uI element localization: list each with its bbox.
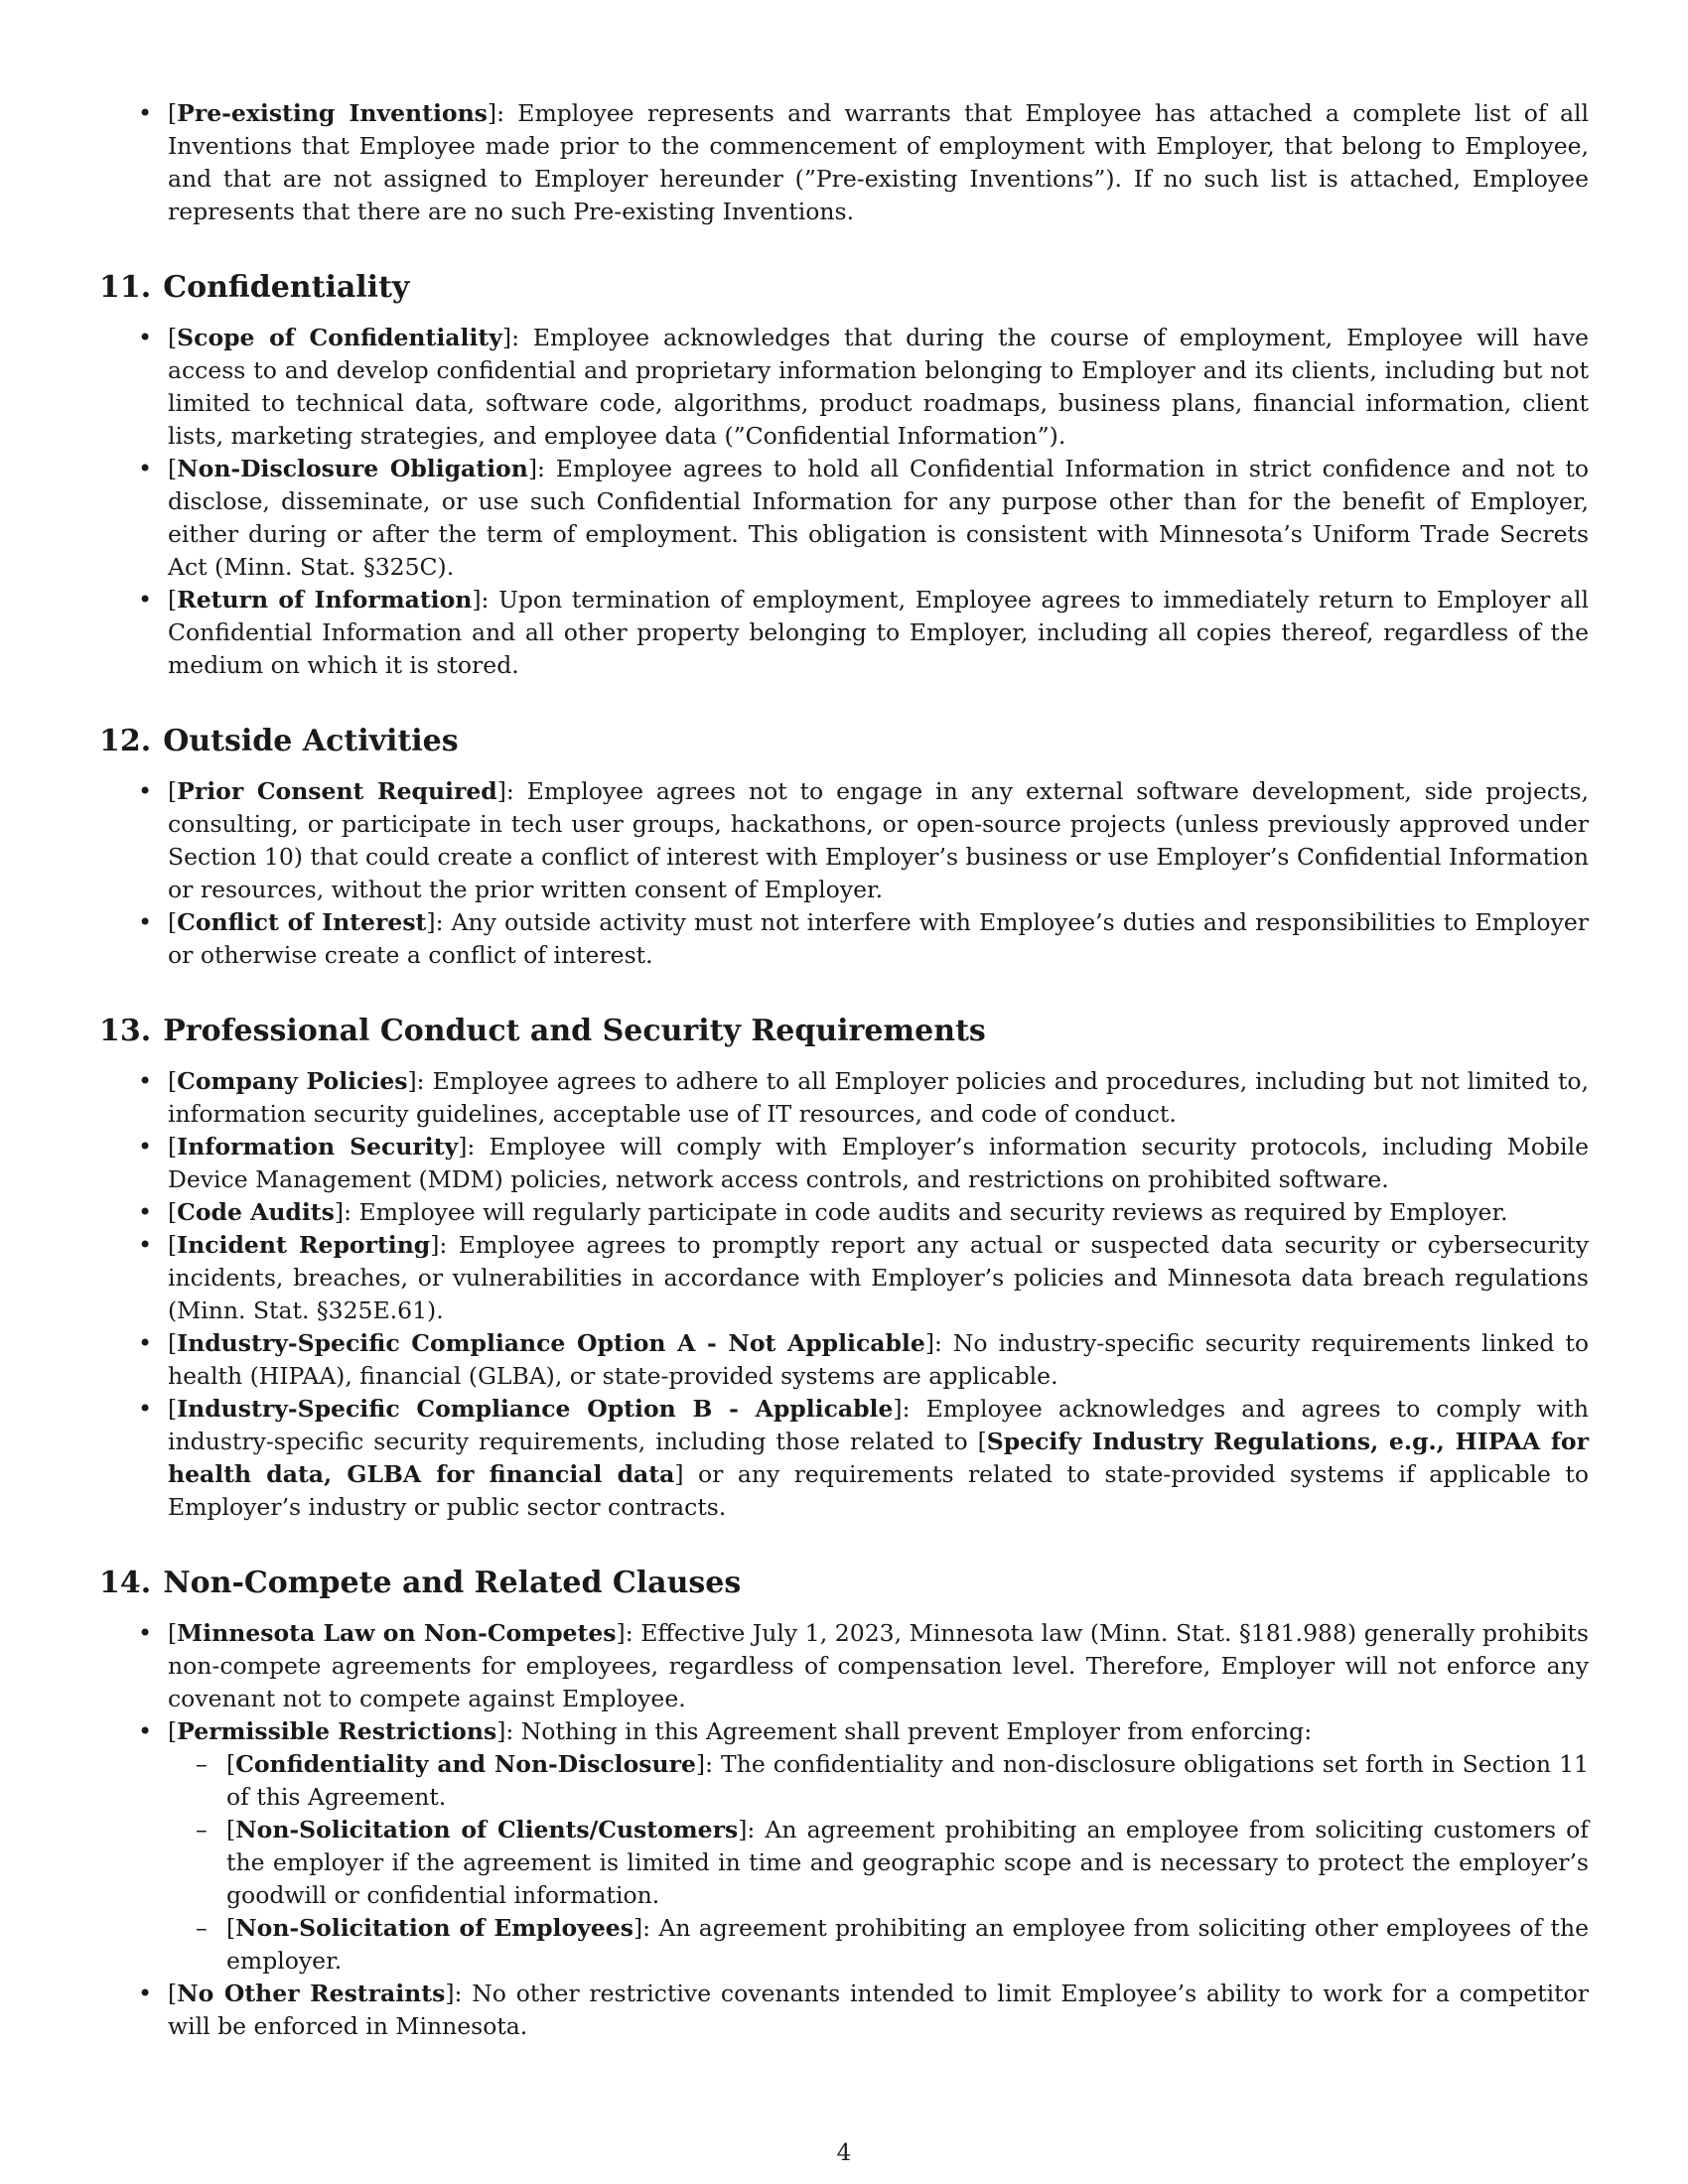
- list-item: • [Code Audits]: Employee will regularly participate in code audits and security reviews as required by Employer.: [99, 1196, 1589, 1229]
- list-item: • [Non-Disclosure Obligation]: Employee agrees to hold all Confidential Information in strict confidence and not to disclose, disseminate, or use such Confidential Information for any purpose other than for the benefit of Employer, either during or after the term of employment. This obligation is consistent with Minnesota’s Uniform Trade Secrets Act (Minn. Stat. §325C).: [99, 453, 1589, 584]
- list-item: • [Permissible Restrictions]: Nothing in this Agreement shall prevent Employer from enforcing: – [Confidentiality and Non-Disclosure]: The confidentiality and non-disclosure obligations set forth in Section 11 of this Agreement. – [Non-Solicitation of Clients/Customers]: An agreement prohibiting an employee from soliciting customers of the employer if the agreement is limited in time and geographic scope and is necessary to protect the employer’s goodwill or confidential information. – [Non-Solicitation of Employees]: An agreement prohibiting an employee from soliciting other employees of the employer.: [99, 1715, 1589, 1978]
- item-label: Minnesota Law on Non-Competes: [177, 1619, 617, 1647]
- list-item: • [Return of Information]: Upon termination of employment, Employee agrees to immediately return to Employer all Confidential Information and all other property belonging to Employer, including all copies thereof, regardless of the medium on which it is stored.: [99, 584, 1589, 682]
- item-text: : Employee will comply with Employer’s information security protocols, including Mobile Device Management (MDM) policies, network access controls, and restrictions on prohibited software.: [168, 1133, 1589, 1193]
- item-label: Incident Reporting: [177, 1231, 431, 1259]
- list-item: • [Prior Consent Required]: Employee agrees not to engage in any external software development, side projects, consulting, or participate in tech user groups, hackathons, or open-source projects (unless previously approved under Section 10) that could create a conflict of interest with Employer’s business or use Employer’s Confidential Information or resources, without the prior written consent of Employer.: [99, 775, 1589, 906]
- page-number: 4: [836, 2140, 852, 2166]
- item-label: Return of Information: [177, 586, 473, 614]
- inline-placeholder: Specify Industry Regulations, e.g., HIPAA for health data, GLBA for financial data: [168, 1428, 1589, 1488]
- list-item: • [Pre-existing Inventions]: Employee represents and warrants that Employee has attached a complete list of all Inventions that Employee made prior to the commencement of employment with Employer, that belong to Employee, and that are not assigned to Employer hereunder (”Pre-existing Inventions”). If no such list is attached, Employee represents that there are no such Pre-existing Inventions.: [99, 97, 1589, 228]
- sub-list-item: – [Non-Solicitation of Clients/Customers]: An agreement prohibiting an employee from soliciting customers of the employer if the agreement is limited in time and geographic scope and is necessary to protect the employer’s goodwill or confidential information.: [168, 1814, 1589, 1912]
- item-label: Scope of Confidentiality: [177, 324, 502, 351]
- sub-list-item: – [Non-Solicitation of Employees]: An agreement prohibiting an employee from soliciting other employees of the employer.: [168, 1912, 1589, 1978]
- item-label: Code Audits: [177, 1198, 335, 1226]
- item-text: : An agreement prohibiting an employee from soliciting other employees of the employer.: [226, 1914, 1589, 1975]
- item-label: Information Security: [177, 1133, 459, 1160]
- item-text: : An agreement prohibiting an employee from soliciting customers of the employer if the agreement is limited in time and geographic scope and is necessary to protect the employer’s goodwill or confidential information.: [226, 1816, 1589, 1909]
- list-item: • [Industry-Specific Compliance Option B - Applicable]: Employee acknowledges and agrees to comply with industry-specific security requirements, including those related to [Specify Industry Regulations, e.g., HIPAA for health data, GLBA for financial data] or any requirements related to state-provided systems if applicable to Employer’s industry or public sector contracts.: [99, 1393, 1589, 1524]
- section-title: Professional Conduct and Security Requirements: [163, 1014, 986, 1048]
- item-text: : Upon termination of employment, Employee agrees to immediately return to Employer all Confidential Information and all other property belonging to Employer, including all copies thereof, regardless of the medium on which it is stored.: [168, 586, 1589, 679]
- item-text: : Employee will regularly participate in code audits and security reviews as required by Employer.: [344, 1198, 1508, 1226]
- document-page: [99, 97, 1589, 2043]
- section-title: Non-Compete and Related Clauses: [163, 1566, 742, 1600]
- section-list: [99, 775, 1589, 972]
- list-item: • [Scope of Confidentiality]: Employee acknowledges that during the course of employment, Employee will have access to and develop confidential and proprietary information belonging to Employer and its clients, including but not limited to technical data, software code, algorithms, product roadmaps, business plans, financial information, client lists, marketing strategies, and employee data (”Confidential Information”).: [99, 322, 1589, 453]
- item-label: Pre-existing Inventions: [177, 99, 488, 127]
- list-item: • [Incident Reporting]: Employee agrees to promptly report any actual or suspected data security or cybersecurity incidents, breaches, or vulnerabilities in accordance with Employer’s policies and Minnesota data breach regulations (Minn. Stat. §325E.61).: [99, 1229, 1589, 1327]
- item-label: Prior Consent Required: [177, 777, 497, 805]
- section-heading: [99, 270, 1589, 306]
- list-item: • [Minnesota Law on Non-Competes]: Effective July 1, 2023, Minnesota law (Minn. Stat. §181.988) generally prohibits non-compete agreements for employees, regardless of compensation level. Therefore, Employer will not enforce any covenant not to compete against Employee.: [99, 1617, 1589, 1715]
- list-item: • [Information Security]: Employee will comply with Employer’s information security protocols, including Mobile Device Management (MDM) policies, network access controls, and restrictions on prohibited software.: [99, 1131, 1589, 1196]
- list-item: • [No Other Restraints]: No other restrictive covenants intended to limit Employee’s ability to work for a competitor will be enforced in Minnesota.: [99, 1978, 1589, 2043]
- item-text: : Employee agrees to promptly report any actual or suspected data security or cybersecurity incidents, breaches, or vulnerabilities in accordance with Employer’s policies and Minnesota data breach regulations (Minn. Stat. §325E.61).: [168, 1231, 1589, 1324]
- item-label: Confidentiality and Non-Disclosure: [235, 1750, 696, 1778]
- item-text: : Employee agrees to adhere to all Employer policies and procedures, including but not limited to, information security guidelines, acceptable use of IT resources, and code of conduct.: [168, 1067, 1590, 1128]
- item-text: : No industry-specific security requirements linked to health (HIPAA), financial (GLBA), or state-provided systems are applicable.: [168, 1329, 1589, 1390]
- item-text: : Employee acknowledges that during the course of employment, Employee will have access to and develop confidential and proprietary information belonging to Employer and its clients, including but not limited to technical data, software code, algorithms, product roadmaps, business plans, financial information, client lists, marketing strategies, and employee data (”Confidential Information”).: [168, 324, 1590, 450]
- section-list: [99, 322, 1589, 682]
- list-item: • [Industry-Specific Compliance Option A - Not Applicable]: No industry-specific security requirements linked to health (HIPAA), financial (GLBA), or state-provided systems are applicable.: [99, 1327, 1589, 1393]
- item-label: Conflict of Interest: [177, 908, 427, 936]
- section-title: Confidentiality: [163, 270, 410, 305]
- item-label: Non-Solicitation of Clients/Customers: [235, 1816, 739, 1843]
- item-text: : No other restrictive covenants intended to limit Employee’s ability to work for a competitor will be enforced in Minnesota.: [168, 1979, 1589, 2040]
- sub-list: [168, 1748, 1589, 1978]
- item-text: : Employee represents and warrants that Employee has attached a complete list of all Inventions that Employee made prior to the commencement of employment with Employer, that belong to Employee, and that are not assigned to Employer hereunder (”Pre-existing Inventions”). If no such list is attached, Employee represents that there are no such Pre-existing Inventions.: [168, 99, 1589, 225]
- item-text: : Employee acknowledges and agrees to comply with industry-specific security requirements, including those related to: [168, 1395, 1589, 1455]
- section-heading: [99, 724, 1589, 759]
- item-text: : Any outside activity must not interfere with Employee’s duties and responsibilities to Employer or otherwise create a conflict of interest.: [168, 908, 1589, 969]
- item-label: Company Policies: [177, 1067, 408, 1095]
- section-number: 11.: [99, 270, 152, 305]
- section-title: Outside Activities: [163, 724, 459, 758]
- item-text: : Nothing in this Agreement shall prevent Employer from enforcing:: [505, 1717, 1313, 1745]
- item-text: : The confidentiality and non-disclosure obligations set forth in Section 11 of this Agreement.: [226, 1750, 1589, 1811]
- item-label: Non-Disclosure Obligation: [177, 455, 528, 482]
- item-text: : Effective July 1, 2023, Minnesota law (Minn. Stat. §181.988) generally prohibits non-compete agreements for employees, regardless of compensation level. Therefore, Employer will not enforce any covenant not to compete against Employee.: [168, 1619, 1589, 1712]
- item-label: Permissible Restrictions: [177, 1717, 497, 1745]
- section-heading: [99, 1014, 1589, 1049]
- section-list: [99, 1617, 1589, 2043]
- section-number: 14.: [99, 1566, 152, 1600]
- section-number: 13.: [99, 1014, 152, 1048]
- section-list: [99, 1065, 1589, 1524]
- item-label: Industry-Specific Compliance Option A - Not Applicable: [177, 1329, 925, 1357]
- intro-list: [99, 97, 1589, 228]
- item-label: No Other Restraints: [177, 1979, 446, 2007]
- item-text-after: or any requirements related to state-provided systems if applicable to Employer’s industry or public sector contracts.: [168, 1460, 1590, 1521]
- section-number: 12.: [99, 724, 152, 758]
- section-heading: [99, 1566, 1589, 1601]
- item-text: : Employee agrees to hold all Confidential Information in strict confidence and not to disclose, disseminate, or use such Confidential Information for any purpose other than for the benefit of Employer, either during or after the term of employment. This obligation is consistent with Minnesota’s Uniform Trade Secrets Act (Minn. Stat. §325C).: [168, 455, 1589, 581]
- sub-list-item: – [Confidentiality and Non-Disclosure]: The confidentiality and non-disclosure obligations set forth in Section 11 of this Agreement.: [168, 1748, 1589, 1814]
- item-label: Industry-Specific Compliance Option B - Applicable: [177, 1395, 894, 1423]
- list-item: • [Company Policies]: Employee agrees to adhere to all Employer policies and procedures, including but not limited to, information security guidelines, acceptable use of IT resources, and code of conduct.: [99, 1065, 1589, 1131]
- list-item: • [Conflict of Interest]: Any outside activity must not interfere with Employee’s duties and responsibilities to Employer or otherwise create a conflict of interest.: [99, 906, 1589, 972]
- item-text: : Employee agrees not to engage in any external software development, side projects, consulting, or participate in tech user groups, hackathons, or open-source projects (unless previously approved under Section 10) that could create a conflict of interest with Employer’s business or use Employer’s Confidential Information or resources, without the prior written consent of Employer.: [168, 777, 1589, 903]
- item-label: Non-Solicitation of Employees: [235, 1914, 633, 1942]
